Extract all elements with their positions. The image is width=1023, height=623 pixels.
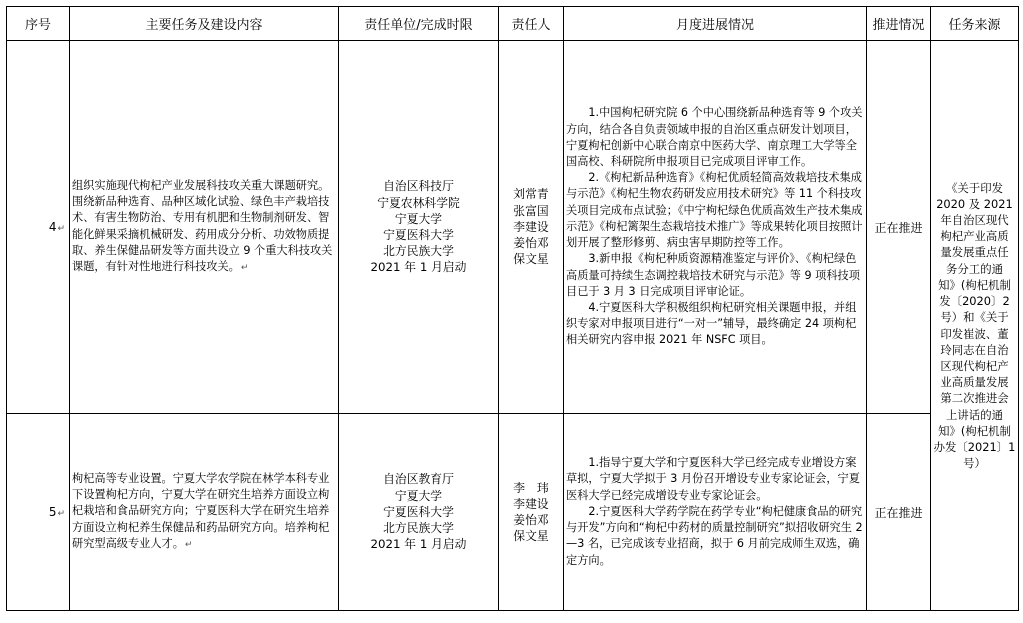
unit-line: 自治区教育厅 [383,472,454,487]
header-source: 任务来源 [931,7,1019,41]
header-progress: 月度进展情况 [564,7,867,41]
person-name: 保文星 [513,252,549,267]
task-text: 枸杞高等专业设置。宁夏大学农学院在林学本科专业下设置枸杞方向，宁夏大学在研究生培养方面设立枸杞栽培和食品研究方向；宁夏医科大学在研究生培养方面设立枸杞养生保健品和药品研究方向。培养枸杞研究型高级专业人才。 [72,471,330,550]
person-cell [499,41,564,414]
table-row [7,414,1019,611]
source-cell [931,41,1019,611]
task-text: 组织实施现代枸杞产业发展科技攻关重大课题研究。围绕新品种选育、品种区域化试验、绿色丰产栽培技术、有害生物防治、专用有机肥和生物制剂研发、智能化鲜果采摘机械研发、药用成分分析、功效物质提取、养生保健品研发等方面共设立 9 个重大科技攻关课题，有针对性地进行科技攻关。 [72,178,333,273]
person-cell [499,414,564,611]
unit-line: 宁夏医科大学 [383,228,454,242]
return-mark: ↵ [184,539,193,550]
person-name: 李建设 [513,496,549,511]
person-name: 张富国 [513,203,549,218]
progress-cell [564,414,867,611]
source-line: 量发展重点任 [940,245,1009,260]
header-task: 主要任务及建设内容 [70,7,339,41]
header-person: 责任人 [499,7,564,41]
source-line: 年自治区现代 [940,213,1009,228]
row-number: 4 [48,220,57,234]
source-line: 务分工的通 [946,261,1003,276]
person-name: 李 玮 [513,480,549,495]
unit-cell [339,41,499,414]
source-line: 号）和《关于 [940,310,1009,325]
progress-item: 2.《枸杞新品种选育》《枸杞优质轻简高效栽培技术集成与示范》《枸杞生物农药研发应用技术研究》等 11 个科技攻关项目完成布点试验；《中宁枸杞绿色优质高效生产技术集成示范》《枸杞篱架生态栽培技术推广》等成果转化项目按照计划开展了整形修剪、病虫害早期防控等工作。 [566,171,863,250]
unit-line: 北方民族大学 [383,244,454,259]
person-name: 姜怡邓 [513,236,549,251]
unit-line: 宁夏大学 [394,211,443,226]
task-cell [70,414,339,611]
source-line: 知》(枸杞机制 [938,277,1011,292]
progress-item: 1.指导宁夏大学和宁夏医科大学已经完成专业增设方案草拟，宁夏大学拟于 3 月份召开增设专业专家论证会，宁夏医科大学已经完成增设专业专家论证会。 [566,456,860,502]
header-row [7,7,1019,41]
table-row [7,41,1019,414]
source-line: 上讲话的通 [946,407,1003,422]
progress-item: 2.宁夏医科大学药学院在药学专业“枸杞健康食品的研究与开发”方向和“枸杞中药材的质量控制研究”拟招收研究生 2—3 名，已完成该专业招商，拟于 6 月前完成师生双选，确定方向。 [566,504,863,567]
person-name: 保文星 [513,529,549,544]
return-mark: ↵ [57,509,65,519]
progress-cell [564,41,867,414]
return-mark: ↵ [240,262,249,273]
unit-line: 北方民族大学 [383,521,454,536]
source-line: 区现代枸杞产 [940,358,1009,373]
row-number-cell [7,414,70,611]
unit-cell [339,414,499,611]
person-name: 李建设 [513,219,549,234]
source-line: 知》(枸杞机制 [938,423,1011,438]
source-line: 《关于印发 [946,180,1003,195]
source-line: 发〔2020〕2 [939,294,1010,309]
unit-line: 自治区科技厅 [383,179,454,194]
status-cell [867,414,931,611]
progress-item: 4.宁夏医科大学积极组织枸杞研究相关课题申报，并组织专家对申报项目进行“一对一”辅导，最终确定 24 项枸杞相关研究内容申报 2021 年 NSFC 项目。 [566,300,857,347]
status-text: 正在推进 [874,220,923,235]
return-mark: ↵ [57,224,65,234]
status-text: 正在推进 [874,505,923,520]
deadline-line: 2021 年 1 月启动 [370,260,467,275]
source-line: 2020 及 2021 [936,196,1013,211]
source-line: 号） [963,456,986,471]
unit-line: 宁夏医科大学 [383,504,454,519]
header-no: 序号 [7,7,70,41]
row-number-cell [7,41,70,414]
progress-item: 1.中国枸杞研究院 6 个中心围绕新品种选育等 9 个攻关方向，结合各自负责领域申报的自治区重点研发计划项目，宁夏枸杞创新中心联合南京中医药大学、南京理工大学等全国高校、科研院所申报项目已完成项目评审工作。 [566,106,863,169]
status-cell [867,41,931,414]
source-line: 业高质量发展 [940,375,1009,390]
task-cell [70,41,339,414]
source-line: 枸杞产业高质 [940,229,1009,244]
task-table [6,6,1019,611]
source-line: 办发〔2021〕1 [933,439,1016,454]
source-line: 印发崔波、董 [940,326,1009,341]
unit-line: 宁夏农林科学院 [377,195,460,210]
person-name: 姜怡邓 [513,513,549,527]
deadline-line: 2021 年 1 月启动 [370,537,467,552]
row-number: 5 [48,505,57,519]
header-status: 推进情况 [867,7,931,41]
header-unit: 责任单位/完成时限 [339,7,499,41]
unit-line: 宁夏大学 [394,488,443,503]
source-line: 玲同志在自治 [940,342,1009,357]
person-name: 刘常青 [513,187,549,202]
source-line: 第二次推进会 [940,391,1009,406]
progress-item: 3.新申报《枸杞种质资源精准鉴定与评价》、《枸杞绿色高质量可持续生态调控栽培技术研究与示范》等 9 项科技项目已于 3 月 3 日完成项目评审论证。 [566,252,860,298]
